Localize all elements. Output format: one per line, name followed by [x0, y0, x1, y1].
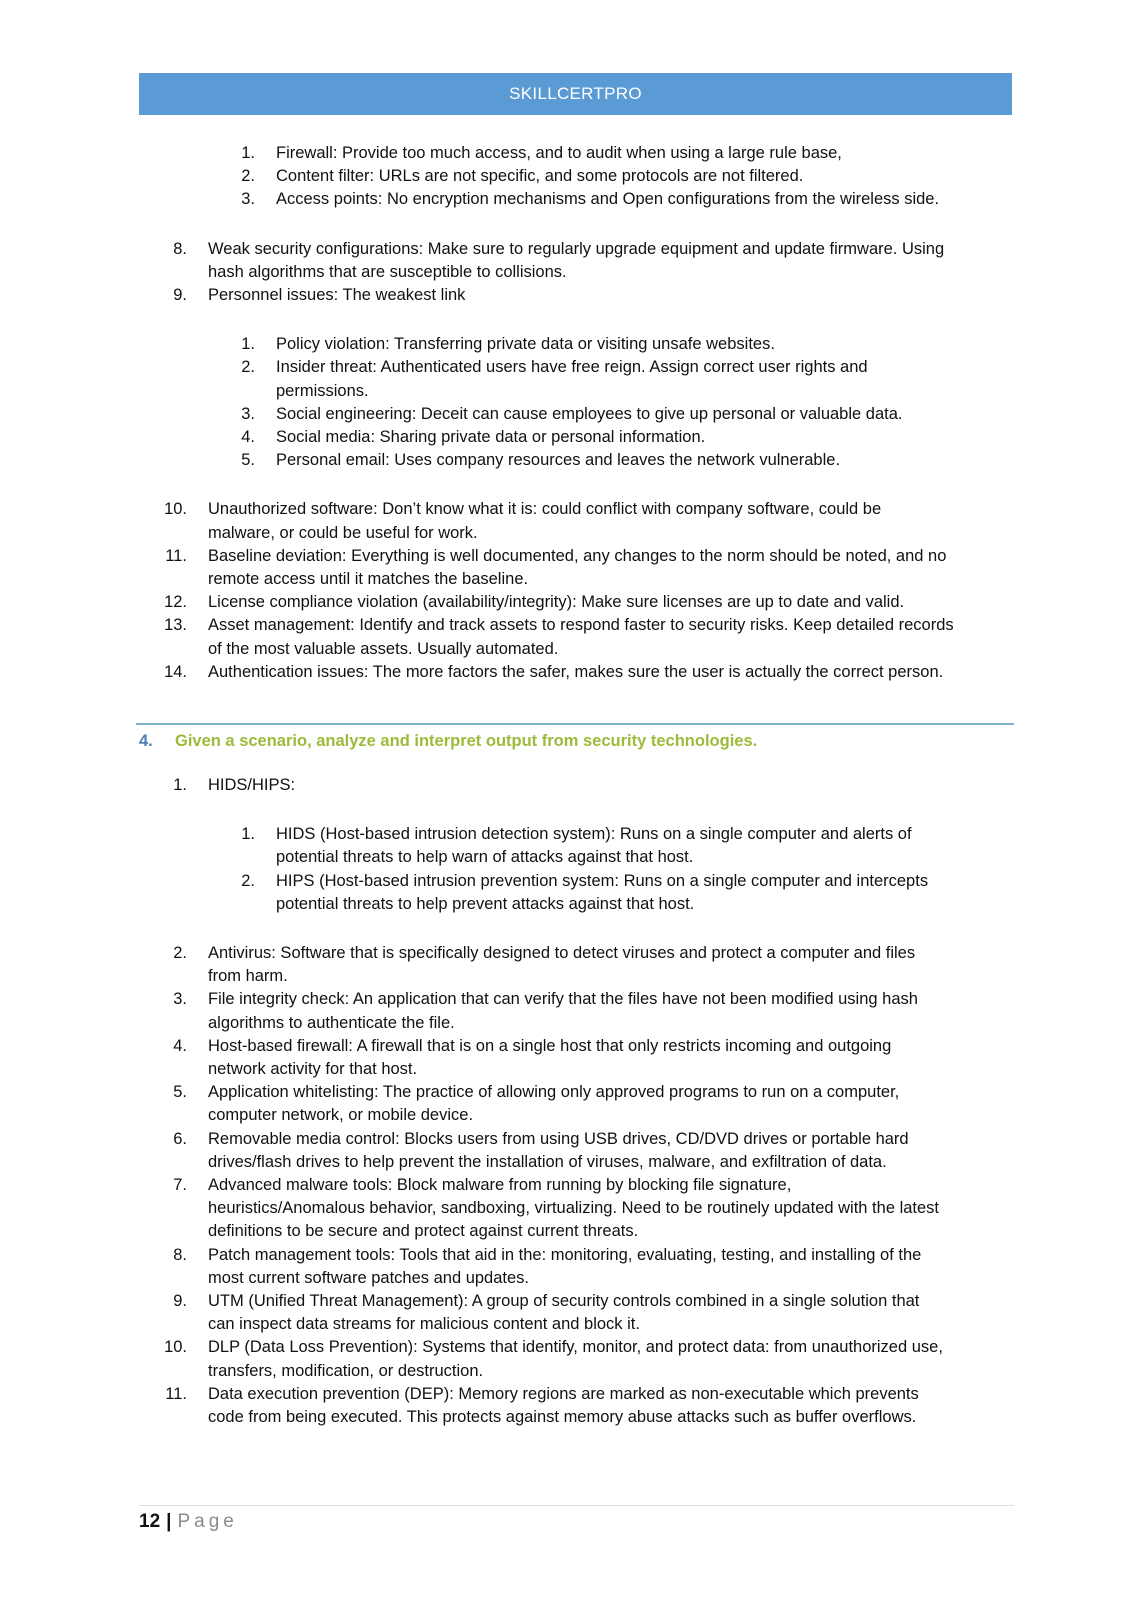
list-item-number: 9.	[173, 1292, 187, 1310]
list-item-number: 2.	[173, 944, 187, 962]
list-item	[0, 426, 1140, 449]
list-item-number: 4.	[241, 428, 255, 446]
list-item	[0, 1081, 1140, 1127]
list-item	[0, 188, 1140, 211]
list-item-text: Unauthorized software: Don’t know what it is: could conflict with company software, could be	[208, 500, 882, 519]
list-item	[0, 1383, 1140, 1429]
list-item-text: heuristics/Anomalous behavior, sandboxing, virtualizing. Need to be routinely updated with the latest	[208, 1199, 940, 1218]
list-item-text: HIDS (Host-based intrusion detection system): Runs on a single computer and alerts of	[276, 825, 912, 844]
list-item	[0, 1244, 1140, 1290]
page-footer	[139, 1508, 238, 1536]
list-item-text: Advanced malware tools: Block malware from running by blocking file signature,	[208, 1176, 792, 1194]
list-item-text: Baseline deviation: Everything is well documented, any changes to the norm should be noted, and no	[208, 546, 947, 565]
list-item-number: 3.	[173, 990, 187, 1009]
list-item-text: Social engineering: Deceit can cause employees to give up personal or valuable data.	[276, 404, 903, 423]
list-item-number: 3.	[241, 190, 255, 209]
list-item-text: code from being executed. This protects against memory abuse attacks such as buffer overflows.	[208, 1407, 917, 1426]
header-bar	[139, 73, 1012, 115]
list-item	[0, 238, 1140, 284]
list-item-text: Removable media control: Blocks users from using USB drives, CD/DVD drives or portable hard	[208, 1129, 909, 1148]
list-item	[0, 545, 1140, 591]
footer-separator: |	[166, 1511, 172, 1532]
list-item-number: 11.	[165, 1384, 187, 1403]
header-title: SKILLCERTPRO	[509, 84, 642, 103]
list-item	[0, 356, 1140, 402]
list-item-text: drives/flash drives to help prevent the installation of viruses, malware, and exfiltration of data.	[208, 1152, 887, 1171]
list-item	[0, 1336, 1140, 1382]
list-item-text: potential threats to help warn of attacks against that host.	[276, 848, 694, 867]
list-item-text: definitions to be secure and protect against current threats.	[208, 1222, 639, 1241]
list-item-number: 1.	[173, 776, 187, 794]
list-item-text: File integrity check: An application that can verify that the files have not been modified using hash	[208, 990, 918, 1009]
list-item-number: 8.	[173, 239, 187, 258]
list-item-text: Social media: Sharing private data or personal information.	[276, 428, 706, 446]
list-item-text: Content filter: URLs are not specific, and some protocols are not filtered.	[276, 167, 804, 186]
list-item-number: 2.	[241, 358, 255, 377]
list-item-text: permissions.	[276, 381, 369, 400]
section-title: Given a scenario, analyze and interpret output from security technologies.	[175, 732, 758, 750]
list-item-text: Weak security configurations: Make sure to regularly upgrade equipment and update firmware. Using	[208, 239, 945, 258]
list-item	[0, 774, 1140, 797]
list-item-number: 11.	[165, 546, 187, 565]
list-item	[0, 498, 1140, 544]
section-number: 4.	[139, 732, 153, 750]
list-item	[0, 1035, 1140, 1081]
list-item	[0, 284, 1140, 307]
list-item-text: malware, or could be useful for work.	[208, 523, 478, 542]
list-item-text: hash algorithms that are susceptible to collisions.	[208, 262, 567, 281]
list-item-text: Firewall: Provide too much access, and to audit when using a large rule base,	[276, 144, 842, 162]
list-item-text: algorithms to authenticate the file.	[208, 1013, 455, 1032]
list-item-text: computer network, or mobile device.	[208, 1106, 474, 1125]
list-item-number: 14.	[164, 662, 187, 681]
list-item-number: 7.	[173, 1176, 187, 1194]
list-item	[0, 142, 1140, 165]
list-item-number: 12.	[164, 593, 187, 612]
list-item-text: UTM (Unified Threat Management): A group of security controls combined in a single solution that	[208, 1292, 920, 1310]
list-item-text: HIDS/HIPS:	[208, 776, 296, 794]
list-item	[0, 449, 1140, 472]
page-number: 12	[139, 1511, 161, 1532]
list-item-text: HIPS (Host-based intrusion prevention system: Runs on a single computer and intercepts	[276, 871, 929, 890]
list-item-number: 3.	[241, 404, 255, 423]
list-item-text: Host-based firewall: A firewall that is on a single host that only restricts incoming and outgoing	[208, 1036, 892, 1055]
list-item	[0, 823, 1140, 869]
section-divider	[136, 723, 1014, 725]
list-item-text: network activity for that host.	[208, 1059, 418, 1078]
list-item-text: of the most valuable assets. Usually automated.	[208, 639, 559, 658]
list-item-number: 5.	[173, 1083, 187, 1102]
list-item-number: 5.	[241, 451, 255, 470]
footer-divider	[139, 1505, 1014, 1506]
list-item-number: 10.	[164, 500, 187, 519]
list-item-text: remote access until it matches the baseline.	[208, 569, 529, 588]
list-item-number: 13.	[164, 616, 187, 635]
list-item-text: DLP (Data Loss Prevention): Systems that identify, monitor, and protect data: from unauthorized use,	[208, 1338, 943, 1357]
list-item-text: License compliance violation (availability/integrity): Make sure licenses are up to date and valid.	[208, 593, 905, 612]
list-item-text: from harm.	[208, 967, 288, 986]
list-item	[0, 661, 1140, 684]
list-item	[0, 1128, 1140, 1174]
list-item-text: Authentication issues: The more factors the safer, makes sure the user is actually the correct person.	[208, 662, 944, 681]
list-item-text: Application whitelisting: The practice of allowing only approved programs to run on a computer,	[208, 1083, 900, 1102]
list-item-number: 2.	[241, 167, 255, 186]
list-item	[0, 942, 1140, 988]
list-item	[0, 591, 1140, 614]
list-item	[0, 988, 1140, 1034]
list-item-number: 1.	[241, 144, 255, 162]
list-item-number: 1.	[241, 335, 255, 354]
list-item-text: can inspect data streams for malicious content and block it.	[208, 1315, 640, 1334]
list-item	[0, 333, 1140, 356]
list-item	[0, 614, 1140, 660]
list-item-text: Insider threat: Authenticated users have free reign. Assign correct user rights and	[276, 358, 868, 377]
list-item-text: transfers, modification, or destruction.	[208, 1361, 484, 1380]
list-item-text: Data execution prevention (DEP): Memory regions are marked as non-executable which prevents	[208, 1384, 919, 1403]
list-item-text: Personnel issues: The weakest link	[208, 286, 466, 304]
list-item-number: 6.	[173, 1129, 187, 1148]
list-item-text: Patch management tools: Tools that aid in the: monitoring, evaluating, testing, and installing of the	[208, 1245, 922, 1264]
list-item	[0, 165, 1140, 188]
list-item	[0, 1174, 1140, 1244]
list-item-text: potential threats to help prevent attacks against that host.	[276, 894, 695, 913]
list-item-number: 4.	[173, 1036, 187, 1055]
list-item-number: 8.	[173, 1245, 187, 1264]
list-item-number: 10.	[164, 1338, 187, 1357]
list-item-text: Antivirus: Software that is specifically designed to detect viruses and protect a computer and files	[208, 944, 916, 962]
list-item-text: Asset management: Identify and track assets to respond faster to security risks. Keep detailed records	[208, 616, 954, 635]
list-item-number: 2.	[241, 871, 255, 890]
list-item	[0, 870, 1140, 916]
page-label: Page	[177, 1511, 238, 1532]
list-item	[0, 1290, 1140, 1336]
list-item-text: most current software patches and updates.	[208, 1268, 530, 1287]
list-item	[0, 403, 1140, 426]
list-item-number: 9.	[173, 286, 187, 304]
list-item-text: Policy violation: Transferring private data or visiting unsafe websites.	[276, 335, 775, 354]
list-item-number: 1.	[241, 825, 255, 844]
list-item-text: Access points: No encryption mechanisms and Open configurations from the wireless side.	[276, 190, 940, 209]
list-item-text: Personal email: Uses company resources and leaves the network vulnerable.	[276, 451, 841, 470]
